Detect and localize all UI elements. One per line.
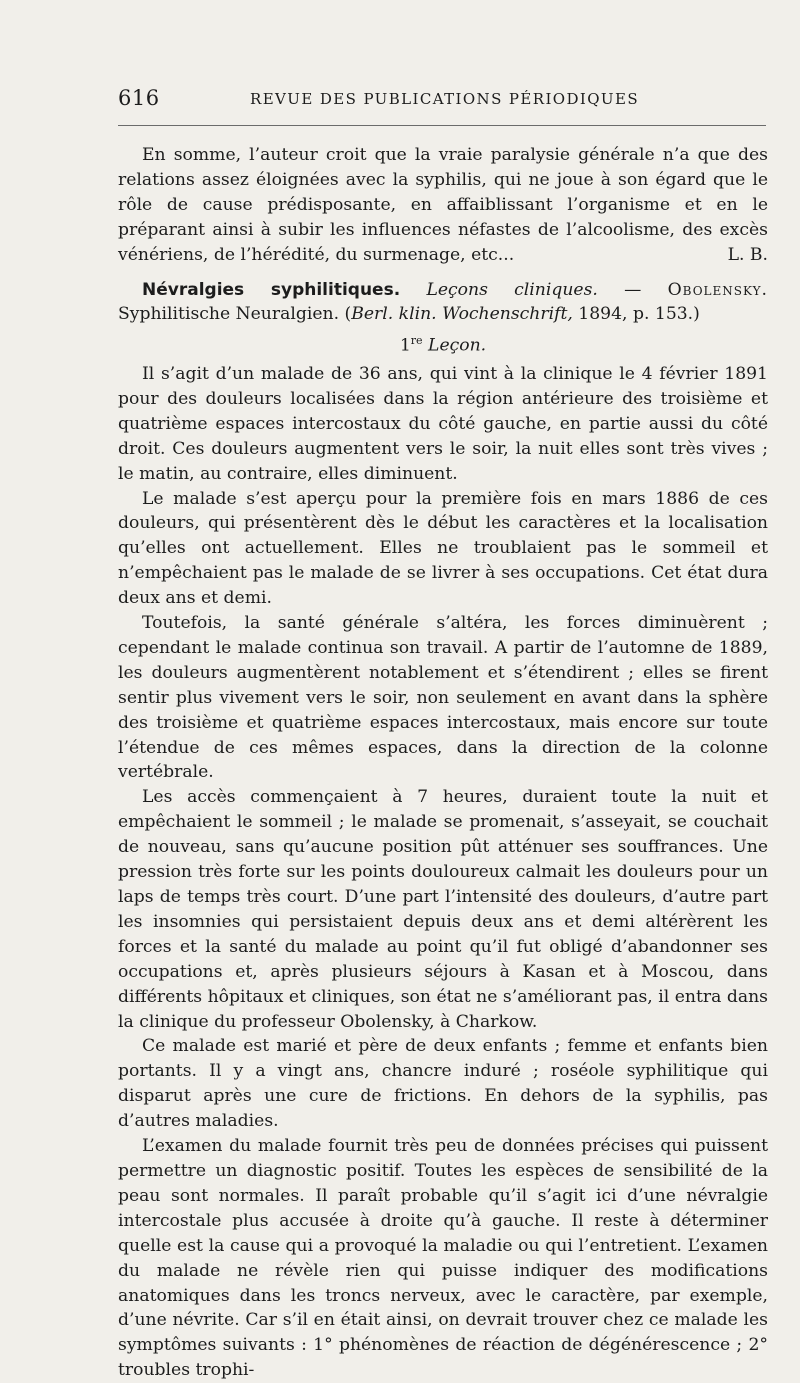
author-name: Obolensky.: [667, 279, 769, 300]
section-title: Névralgies syphilitiques.: [142, 279, 401, 300]
article1-paragraph: En somme, l’auteur croit que la vraie paralysie générale n’a que des relations assez éloignées avec la syphilis, qui ne joue à son égard que le rôle de cause prédisposante, en affaiblissant l’organisme et en le préparant ainsi à subir les influences néfastes de l’alcoolisme, des excès vénériens, de l’hérédité, du surmenage, etc... L. B.: [118, 143, 768, 268]
paragraph: Toutefois, la santé générale s’altéra, les forces diminuèrent ; cependant le malade continua son travail. A partir de l’automne de 1889, les douleurs augmentèrent notablement et s’étendirent ; elles se firent sentir plus vivement vers le soir, non seulement en avant dans la sphère des troisième et quatrième espaces intercostaux, mais encore sur toute l’étendue de ces mêmes espaces, dans la direction de la colonne vertébrale.: [118, 613, 768, 783]
paragraph: Ce malade est marié et père de deux enfants ; femme et enfants bien portants. Il y a vingt ans, chancre induré ; roséole syphilitique qui disparut après une cure de frictions. En dehors de la syphilis, pas d’autres maladies.: [118, 1036, 768, 1132]
page-number: 616: [118, 86, 160, 110]
article1-signature: L. B.: [727, 244, 768, 265]
paragraph: Le malade s’est aperçu pour la première fois en mars 1886 de ces douleurs, qui présentèrent dès le début les caractères et la localisation qu’elles ont actuellement. Elles ne troublaient pas le sommeil et n’empêchaient pas le malade de se livrer à ses occupations. Cet état dura deux ans et demi.: [118, 488, 768, 609]
header-rule: [118, 125, 766, 126]
lecon-number: 1: [399, 336, 411, 357]
section-subtitle: Leçons cliniques.: [426, 279, 598, 300]
lecon-label: Leçon.: [428, 336, 487, 357]
paragraph: Les accès commençaient à 7 heures, duraient toute la nuit et empêchaient le sommeil ; le malade se promenait, s’asseyait, se couchait de nouveau, sans qu’aucune position pût atténuer ses souffrances. Une pression très forte sur les points douloureux calmait les douleurs pour un laps de temps très court. D’une part l’intensité des douleurs, d’autre part les insomnies qui persistaient depuis deux ans et demi altérèrent les forces et la santé du malade au point qu’il fut obligé d’abandonner ses occupations et, après plusieurs séjours à Kasan et à Moscou, dans différents hôpitaux et cliniques, son état ne s’améliorant pas, il entra dans la clinique du professeur Obolensky, à Charkow.: [118, 787, 768, 1032]
article-body: [118, 143, 768, 1383]
paragraph: L’examen du malade fournit très peu de données précises qui puissent permettre un diagnostic positif. Toutes les espèces de sensibilité de la peau sont normales. Il paraît probable qu’il s’agit ici d’une névralgie intercostale plus accusée à droite qu’à gauche. Il reste à déterminer quelle est la cause qui a provoqué la maladie ou qui l’entretient. L’examen du malade ne révèle rien qui puisse indiquer des modifications anatomiques dans les troncs nerveux, avec le caractère, par exemple, d’une névrite. Car s’il en était ainsi, on devrait trouver chez ce malade les symptômes suivants : 1° phénomènes de réaction de dégénérescence ; 2° troubles trophi-: [118, 1136, 768, 1381]
title-dash: —: [624, 279, 642, 300]
lecon-sup: re: [410, 334, 423, 348]
page-header: [118, 86, 768, 116]
article2-heading: Névralgies syphilitiques. Leçons cliniques. — Obolensky. Syphilitische Neuralgien. (Berl. klin. Wochenschrift, 1894, p. 153.): [118, 279, 769, 325]
running-head: REVUE DES PUBLICATIONS PÉRIODIQUES: [250, 90, 639, 108]
citation: 1894, p. 153.): [578, 304, 700, 325]
german-title: Syphilitische Neuralgien.: [118, 304, 340, 325]
lecon-heading: [118, 329, 768, 359]
paragraph: Il s’agit d’un malade de 36 ans, qui vint à la clinique le 4 février 1891 pour des douleurs localisées dans la région antérieure des troisième et quatrième espaces intercostaux du côté gauche, en partie aussi du côté droit. Ces douleurs augmentent vers le soir, la nuit elles sont très vives ; le matin, au contraire, elles diminuent.: [118, 363, 768, 484]
journal-name: Berl. klin. Wochenschrift,: [351, 304, 573, 325]
